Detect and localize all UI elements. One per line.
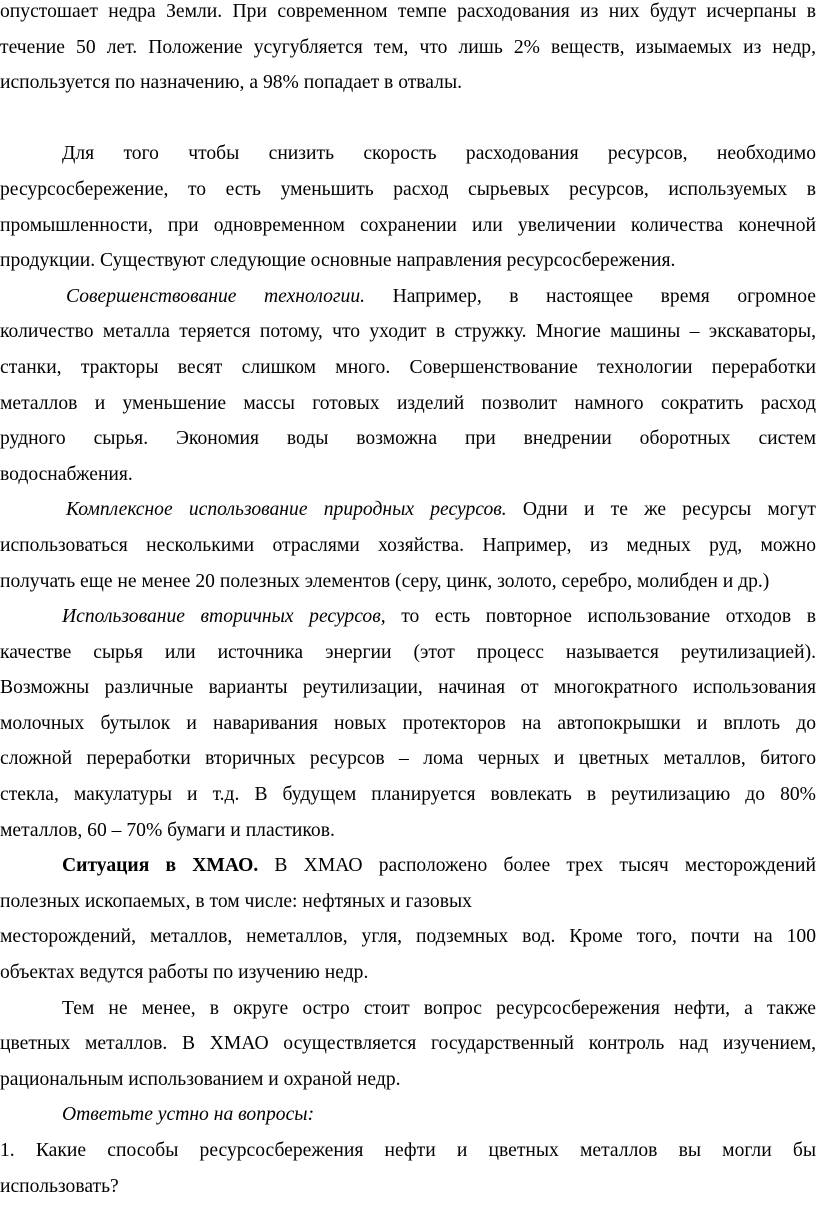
text-line: металлов, 60 – 70% бумаги и пластиков.: [0, 819, 335, 841]
text-line: качестве сырья или источника энергии (этот процесс называется реутилизацией).: [0, 641, 816, 663]
text-line: ресурсосбережение, то есть уменьшить расход сырьевых ресурсов, используемых в: [0, 178, 816, 200]
question-line: использовать?: [0, 1175, 119, 1197]
paragraph-gap: [0, 101, 816, 137]
text-line: используется по назначению, а 98% попадает в отвалы.: [0, 72, 463, 94]
paragraph-resource-saving: [0, 136, 816, 278]
italic-heading: Использование вторичных ресурсов,: [62, 606, 386, 628]
question-line: 1. Какие способы ресурсосбережения нефти и цветных металлов вы могли бы: [0, 1140, 816, 1161]
text-line: количество металла теряется потому, что уходит в стружку. Многие машины – экскаваторы,: [0, 321, 816, 343]
text-run: то есть повторное использование отходов в: [385, 606, 816, 628]
text-line: Для того чтобы снизить скорость расходования ресурсов, необходимо: [62, 143, 816, 165]
text-run: В ХМАО расположено более трех тысяч месторождений: [258, 855, 816, 877]
paragraph-state-control: [0, 991, 816, 1098]
text-line: стекла, макулатуры и т.д. В будущем планируется вовлекать в реутилизацию до 80%: [0, 784, 816, 806]
questions-section: [0, 1097, 816, 1204]
text-run: Одни и те же ресурсы могут: [506, 499, 816, 521]
paragraph-intro: [0, 0, 816, 101]
paragraph-complex-use: [0, 492, 816, 599]
text-line: сложной переработки вторичных ресурсов – лома черных и цветных металлов, битого: [0, 748, 816, 770]
text-line: рациональным использованием и охраной недр.: [0, 1068, 401, 1090]
text-line: станки, тракторы весят слишком много. Совершенствование технологии переработки: [0, 356, 816, 378]
paragraph-khmao-situation: [0, 848, 816, 990]
text-line: продукции. Существуют следующие основные направления ресурсосбережения.: [0, 250, 676, 272]
text-line: Тем не менее, в округе остро стоит вопрос ресурсосбережения нефти, а также: [62, 997, 816, 1019]
paragraph-technology: [0, 279, 816, 493]
text-line: [0, 279, 816, 315]
text-line: молочных бутылок и наваривания новых протекторов на автопокрышки и вплоть до: [0, 712, 816, 734]
text-line: полезных ископаемых, в том числе: нефтяных и газовых: [0, 890, 472, 912]
questions-heading: [0, 1097, 816, 1133]
text-line: опустошает недра Земли. При современном темпе расходования из них будут исчерпаны в: [0, 1, 816, 22]
italic-heading: Совершенствование технологии.: [66, 285, 366, 307]
text-line: [0, 848, 816, 884]
text-line: Возможны различные варианты реутилизации, начиная от многократного использования: [0, 677, 816, 699]
text-line: промышленности, при одновременном сохранении или увеличении количества конечной: [0, 214, 816, 236]
text-run: Например, в настоящее время огромное: [365, 285, 816, 307]
paragraph-secondary-resources: [0, 599, 816, 848]
text-line: цветных металлов. В ХМАО осуществляется государственный контроль над изучением,: [0, 1033, 816, 1055]
text-line: [0, 599, 816, 635]
italic-heading: Ответьте устно на вопросы:: [62, 1104, 315, 1126]
text-line: рудного сырья. Экономия воды возможна при внедрении оборотных систем: [0, 428, 816, 450]
text-line: получать еще не менее 20 полезных элементов (серу, цинк, золото, серебро, молибден и др.): [0, 570, 770, 592]
text-line: месторождений, металлов, неметаллов, угля, подземных вод. Кроме того, почти на 100: [0, 926, 816, 948]
bold-heading: Ситуация в ХМАО.: [62, 855, 259, 877]
text-line: металлов и уменьшение массы готовых изделий позволит намного сократить расход: [0, 392, 816, 414]
text-line: [0, 492, 816, 528]
text-line: течение 50 лет. Положение усугубляется тем, что лишь 2% веществ, изымаемых из недр,: [0, 36, 816, 58]
text-line: объектах ведутся работы по изучению недр.: [0, 962, 369, 984]
italic-heading: Комплексное использование природных ресурсов.: [66, 499, 507, 521]
text-line: использоваться несколькими отраслями хозяйства. Например, из медных руд, можно: [0, 534, 816, 556]
text-line: водоснабжения.: [0, 463, 133, 485]
